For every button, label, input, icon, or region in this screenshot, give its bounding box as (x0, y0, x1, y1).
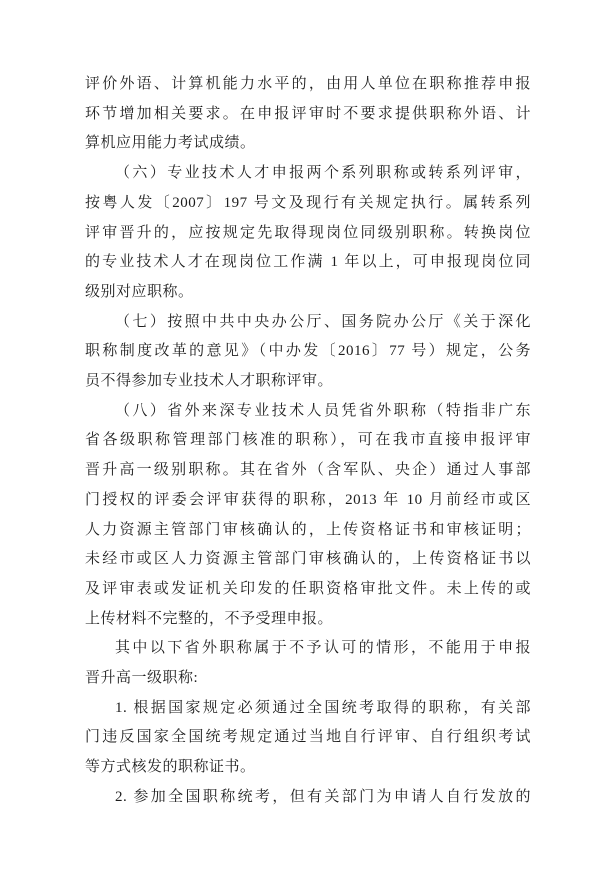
text-line: （六）专业技术人才申报两个系列职称或转系列评审， (115, 165, 531, 182)
document-body (85, 70, 531, 813)
text-line: （八）省外来深专业技术人员凭省外职称（特指非广东 (115, 402, 531, 419)
text-line: 员不得参加专业技术人才职称评审。 (85, 373, 334, 390)
paragraph-5 (85, 634, 531, 693)
text-line: 门违反国家全国统考规定通过当地自行评审、自行组织考试 (85, 729, 531, 746)
text-line: 职称制度改革的意见》（中办发〔2016〕77 号）规定，公务 (85, 343, 531, 360)
paragraph-6 (85, 694, 531, 783)
text-line: 环节增加相关要求。在申报评审时不要求提供职称外语、计 (85, 105, 531, 122)
text-line: 评价外语、计算机能力水平的，由用人单位在职称推荐申报 (85, 76, 531, 92)
paragraph-4 (85, 397, 531, 635)
text-line: 按粤人发〔2007〕197 号文及现行有关规定执行。属转系列 (85, 194, 531, 211)
text-line: 门授权的评委会评审获得的职称，2013 年 10 月前经市或区 (85, 491, 531, 508)
text-line: 省各级职称管理部门核准的职称），可在我市直接申报评审 (85, 432, 531, 449)
text-line: 2. 参加全国职称统考，但有关部门为申请人自行发放的 (115, 788, 531, 805)
text-line: 上传材料不完整的，不予受理申报。 (85, 610, 334, 627)
text-line: 其中以下省外职称属于不予认可的情形，不能用于申报 (115, 640, 531, 657)
text-line: 算机应用能力考试成绩。 (85, 135, 256, 152)
text-line: 1. 根据国家规定必须通过全国统考取得的职称，有关部 (115, 699, 531, 716)
text-line: 评审晋升的，应按规定先取得现岗位同级别职称。转换岗位 (85, 224, 531, 241)
text-line: 人力资源主管部门审核确认的，上传资格证书和审核证明； (85, 521, 531, 538)
text-line: 级别对应职称。 (85, 283, 194, 300)
text-line: 等方式核发的职称证书。 (85, 759, 256, 776)
text-line: 晋升高一级别职称。其在省外（含军队、央企）通过人事部 (85, 462, 531, 479)
text-line: 未经市或区人力资源主管部门审核确认的，上传资格证书以 (85, 551, 531, 568)
paragraph-1 (85, 70, 531, 159)
text-line: 的专业技术人才在现岗位工作满 1 年以上，可申报现岗位同 (85, 254, 531, 271)
paragraph-2 (85, 159, 531, 308)
text-line: 及评审表或发证机关印发的任职资格审批文件。未上传的或 (85, 580, 531, 597)
text-line: （七）按照中共中央办公厅、国务院办公厅《关于深化 (115, 313, 531, 330)
paragraph-7 (85, 783, 531, 813)
text-line: 晋升高一级职称: (85, 670, 199, 687)
paragraph-3 (85, 308, 531, 397)
